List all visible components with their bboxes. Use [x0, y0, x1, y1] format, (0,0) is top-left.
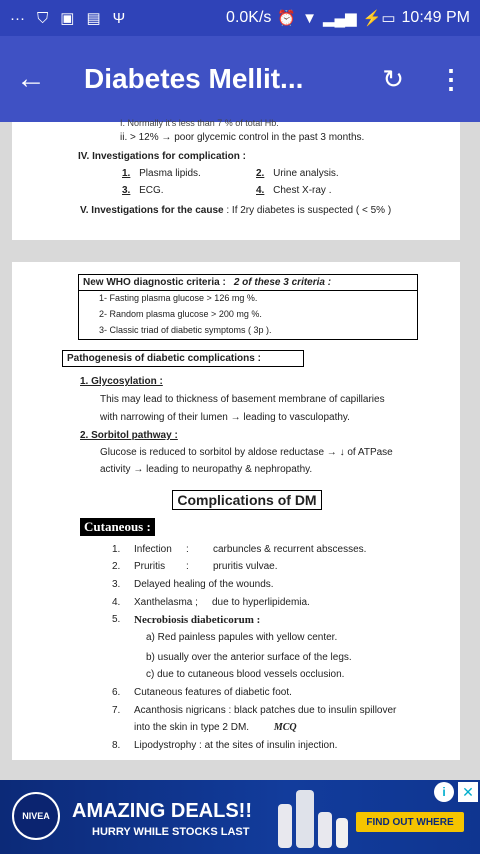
- list-item: 2. Pruritis : pruritis vulvae.: [112, 561, 278, 572]
- chat-icon: ▤: [86, 9, 101, 27]
- glycosylation-text: with narrowing of their lumen → leading to vasculopathy.: [100, 412, 350, 423]
- mcq-tag: MCQ: [273, 722, 297, 733]
- refresh-icon[interactable]: ↻: [382, 63, 404, 94]
- close-icon[interactable]: ✕: [458, 782, 478, 802]
- ad-headline: AMAZING DEALS!!: [72, 800, 252, 822]
- product-image: [278, 788, 348, 848]
- shield-icon: ⛉: [37, 9, 49, 27]
- find-out-where-button[interactable]: FIND OUT WHERE: [356, 812, 464, 832]
- glycosylation-heading: 1. Glycosylation :: [80, 376, 163, 387]
- brand-logo: NIVEA: [12, 792, 60, 840]
- app-bar: [0, 36, 480, 122]
- pathogenesis-heading: Pathogenesis of diabetic complications :: [62, 350, 304, 367]
- signal-icon: ▂▄▆: [322, 9, 357, 27]
- list-item: 1. Plasma lipids.: [122, 168, 201, 179]
- list-item: 1. Infection : carbuncles & recurrent abscesses.: [112, 544, 367, 555]
- list-item: 8. Lipodystrophy : at the sites of insulin injection.: [112, 740, 338, 751]
- list-item: 4. Xanthelasma ; due to hyperlipidemia.: [112, 597, 310, 608]
- clock: 10:49 PM: [401, 9, 470, 26]
- sub-item: a) Red painless papules with yellow center.: [146, 632, 338, 643]
- sub-item: b) usually over the anterior surface of the legs.: [146, 652, 352, 663]
- sorbitol-heading: 2. Sorbitol pathway :: [80, 430, 178, 441]
- battery-icon: ⚡▭: [362, 9, 396, 27]
- line-ii: ii. > 12% → poor glycemic control in the past 3 months.: [120, 132, 365, 143]
- who-criteria-box: [78, 274, 418, 340]
- cut-off-line: I. Normally it's less than 7 % of total Hb.: [120, 118, 279, 128]
- back-arrow-icon[interactable]: ←: [16, 62, 46, 95]
- list-item: 6. Cutaneous features of diabetic foot.: [112, 687, 292, 698]
- document-page-1: [12, 118, 460, 240]
- sorbitol-text: Glucose is reduced to sorbitol by aldose reductase → ↓ of ATPase: [100, 447, 393, 458]
- more-options-icon[interactable]: ⋮: [438, 63, 464, 94]
- list-item: 3. ECG.: [122, 185, 164, 196]
- ad-banner[interactable]: [0, 780, 480, 854]
- heading-iv: IV. Investigations for complication :: [78, 151, 246, 162]
- alarm-icon: ⏰: [277, 9, 297, 27]
- list-item: 7. Acanthosis nigricans : black patches due to insulin spillover: [112, 705, 397, 716]
- page-title: Diabetes Mellit...: [84, 63, 304, 94]
- sub-item: c) due to cutaneous blood vessels occlusion.: [146, 669, 345, 680]
- document-page-2: [12, 262, 460, 760]
- cutaneous-heading: Cutaneous :: [80, 518, 155, 536]
- wifi-icon: ▼: [302, 9, 317, 27]
- image-icon: ▣: [60, 9, 75, 27]
- status-bar: [0, 0, 480, 36]
- network-speed: 0.0K/s: [226, 9, 272, 26]
- list-item: 5. Necrobiosis diabeticorum :: [112, 614, 261, 626]
- adchoices-icon[interactable]: i: [434, 782, 454, 802]
- ad-subline: HURRY WHILE STOCKS LAST: [92, 826, 250, 838]
- list-item: 4. Chest X-ray .: [256, 185, 332, 196]
- criteria-row: 3- Classic triad of diabetic symptoms ( 3p ).: [99, 325, 272, 335]
- list-item-continued: into the skin in type 2 DM. MCQ: [134, 722, 297, 733]
- heading-v: V. Investigations for the cause : If 2ry diabetes is suspected ( < 5% ): [80, 205, 392, 216]
- list-item: 2. Urine analysis.: [256, 168, 339, 179]
- criteria-row: 2- Random plasma glucose > 200 mg %.: [99, 309, 262, 319]
- sorbitol-text: activity → leading to neuropathy & nephropathy.: [100, 464, 313, 475]
- who-criteria-title: New WHO diagnostic criteria : 2 of these 3 criteria :: [79, 275, 417, 291]
- more-notifications-icon: ···: [10, 9, 25, 27]
- complications-heading: Complications of DM: [172, 490, 322, 510]
- criteria-row: 1- Fasting plasma glucose > 126 mg %.: [99, 293, 258, 303]
- usb-icon: Ψ: [112, 9, 126, 27]
- glycosylation-text: This may lead to thickness of basement membrane of capillaries: [100, 394, 385, 405]
- list-item: 3. Delayed healing of the wounds.: [112, 579, 274, 590]
